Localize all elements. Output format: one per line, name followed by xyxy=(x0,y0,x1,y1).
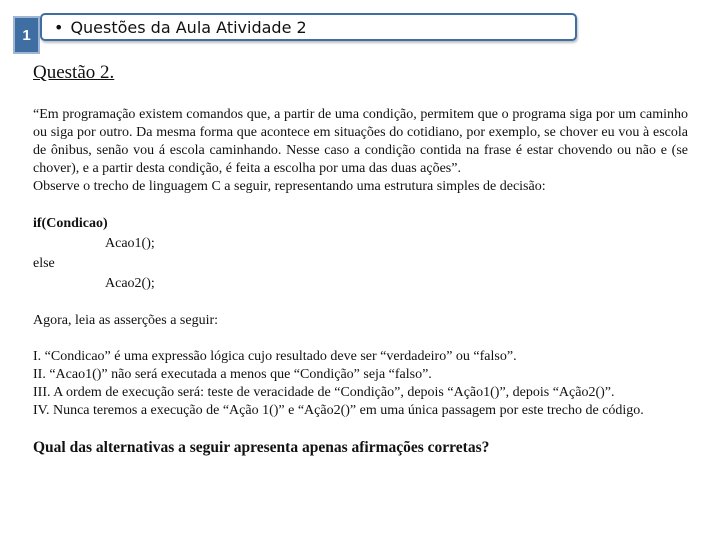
final-question: Qual das alternativas a seguir apresenta apenas afirmações corretas? xyxy=(33,439,490,456)
code-if-line: if(Condicao) xyxy=(33,216,108,231)
question-content xyxy=(33,60,688,458)
assertion-item: IV. Nunca teremos a execução de “Ação 1()” e “Ação2()” em uma única passagem por este trecho de código. xyxy=(33,403,644,418)
assertion-item: II. “Acao1()” não será executada a menos que “Condição” seja “falso”. xyxy=(33,367,432,382)
observe-text: Observe o trecho de linguagem C a seguir, representando uma estrutura simples de decisão: xyxy=(33,179,546,194)
question-intro: “Em programação existem comandos que, a partir de uma condição, permitem que o programa siga por um caminho ou siga por outro. Da mesma forma que acontece em situações do cotidiano, por exemplo, se chover eu vou à escola de ônibus, senão vou á escola caminhando. Nesse caso a condição contida na frase é estar chovendo ou não e (se chover), e a partir desta condição, é feita a escolha por uma das duas ações”. xyxy=(33,107,688,176)
title-bullet: • xyxy=(54,17,64,37)
code-action2: Acao2(); xyxy=(105,276,155,291)
assertions-list xyxy=(33,348,688,420)
slide-title-bar xyxy=(40,13,577,41)
question-heading: Questão 2. xyxy=(33,62,115,83)
code-action1: Acao1(); xyxy=(105,236,155,251)
slide-number-badge xyxy=(13,16,40,54)
assertions-prompt: Agora, leia as asserções a seguir: xyxy=(33,313,219,328)
slide-title: Questões da Aula Atividade 2 xyxy=(70,17,307,37)
slide-number: 1 xyxy=(22,26,31,44)
assertion-item: I. “Condicao” é uma expressão lógica cujo resultado deve ser “verdadeiro” ou “falso”. xyxy=(33,349,517,364)
code-block xyxy=(33,214,688,294)
assertion-item: III. A ordem de execução será: teste de veracidade de “Condição”, depois “Ação1()”, depois “Ação2()”. xyxy=(33,385,615,400)
code-else-line: else xyxy=(33,256,55,271)
